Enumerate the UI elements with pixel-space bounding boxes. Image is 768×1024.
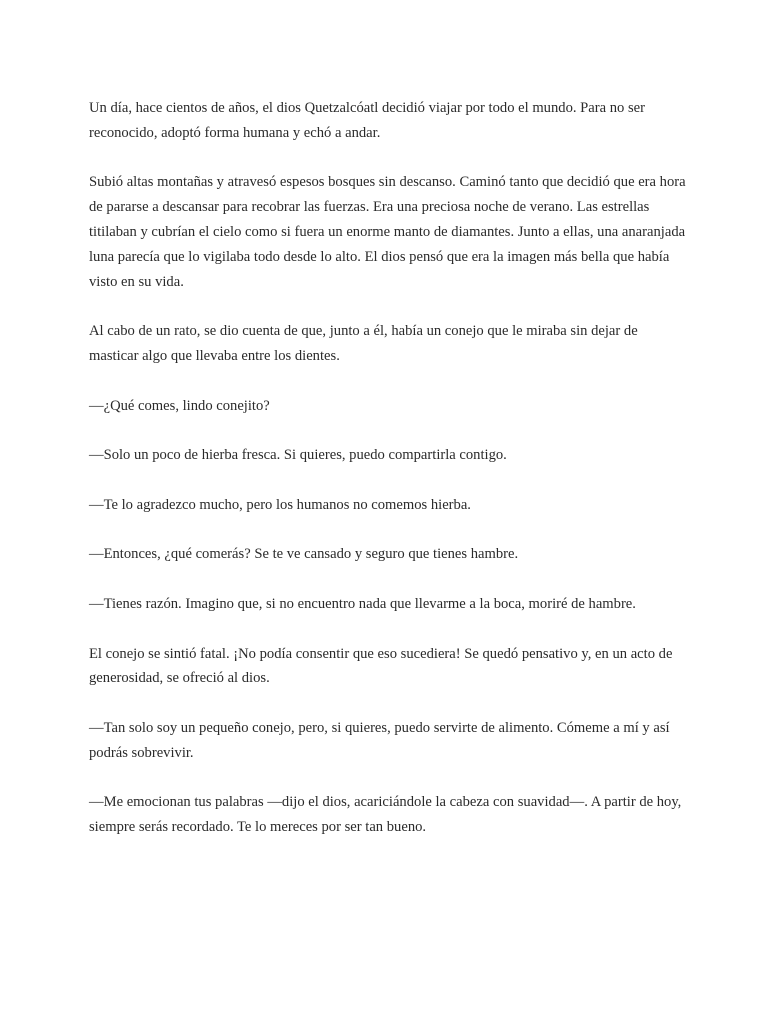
dialogue-line: —¿Qué comes, lindo conejito? (89, 397, 270, 414)
document-body (89, 96, 689, 865)
dialogue-line: —Tienes razón. Imagino que, si no encuentro nada que llevarme a la boca, moriré de hambre. (89, 595, 636, 612)
dialogue-line: —Me emocionan tus palabras —dijo el dios, acariciándole la cabeza con suavidad—. A partir de hoy, siempre serás recordado. Te lo mereces por ser tan bueno. (89, 794, 682, 836)
dialogue-line: —Solo un poco de hierba fresca. Si quieres, puedo compartirla contigo. (89, 447, 507, 464)
dialogue-line: —Entonces, ¿qué comerás? Se te ve cansado y seguro que tienes hambre. (89, 546, 519, 563)
paragraph: El conejo se sintió fatal. ¡No podía consentir que eso sucediera! Se quedó pensativo y, en un acto de generosidad, se ofreció al dios. (89, 645, 673, 687)
dialogue-line: —Te lo agradezco mucho, pero los humanos no comemos hierba. (89, 496, 471, 513)
paragraph: Subió altas montañas y atravesó espesos bosques sin descanso. Caminó tanto que decidió que era hora de pararse a descansar para recobrar las fuerzas. Era una preciosa noche de verano. Las estrellas titilaban y cubrían el cielo como si fuera un enorme manto de diamantes. Junto a ellas, una anaranjada luna parecía que lo vigilaba todo desde lo alto. El dios pensó que era la imagen más bella que había visto en su vida. (89, 174, 686, 290)
dialogue-line: —Tan solo soy un pequeño conejo, pero, si quieres, puedo servirte de alimento. Cómeme a mí y así podrás sobrevivir. (89, 719, 670, 761)
paragraph: Un día, hace cientos de años, el dios Quetzalcóatl decidió viajar por todo el mundo. Para no ser reconocido, adoptó forma humana y echó a andar. (89, 100, 646, 141)
paragraph: Al cabo de un rato, se dio cuenta de que, junto a él, había un conejo que le miraba sin dejar de masticar algo que llevaba entre los dientes. (89, 323, 638, 364)
